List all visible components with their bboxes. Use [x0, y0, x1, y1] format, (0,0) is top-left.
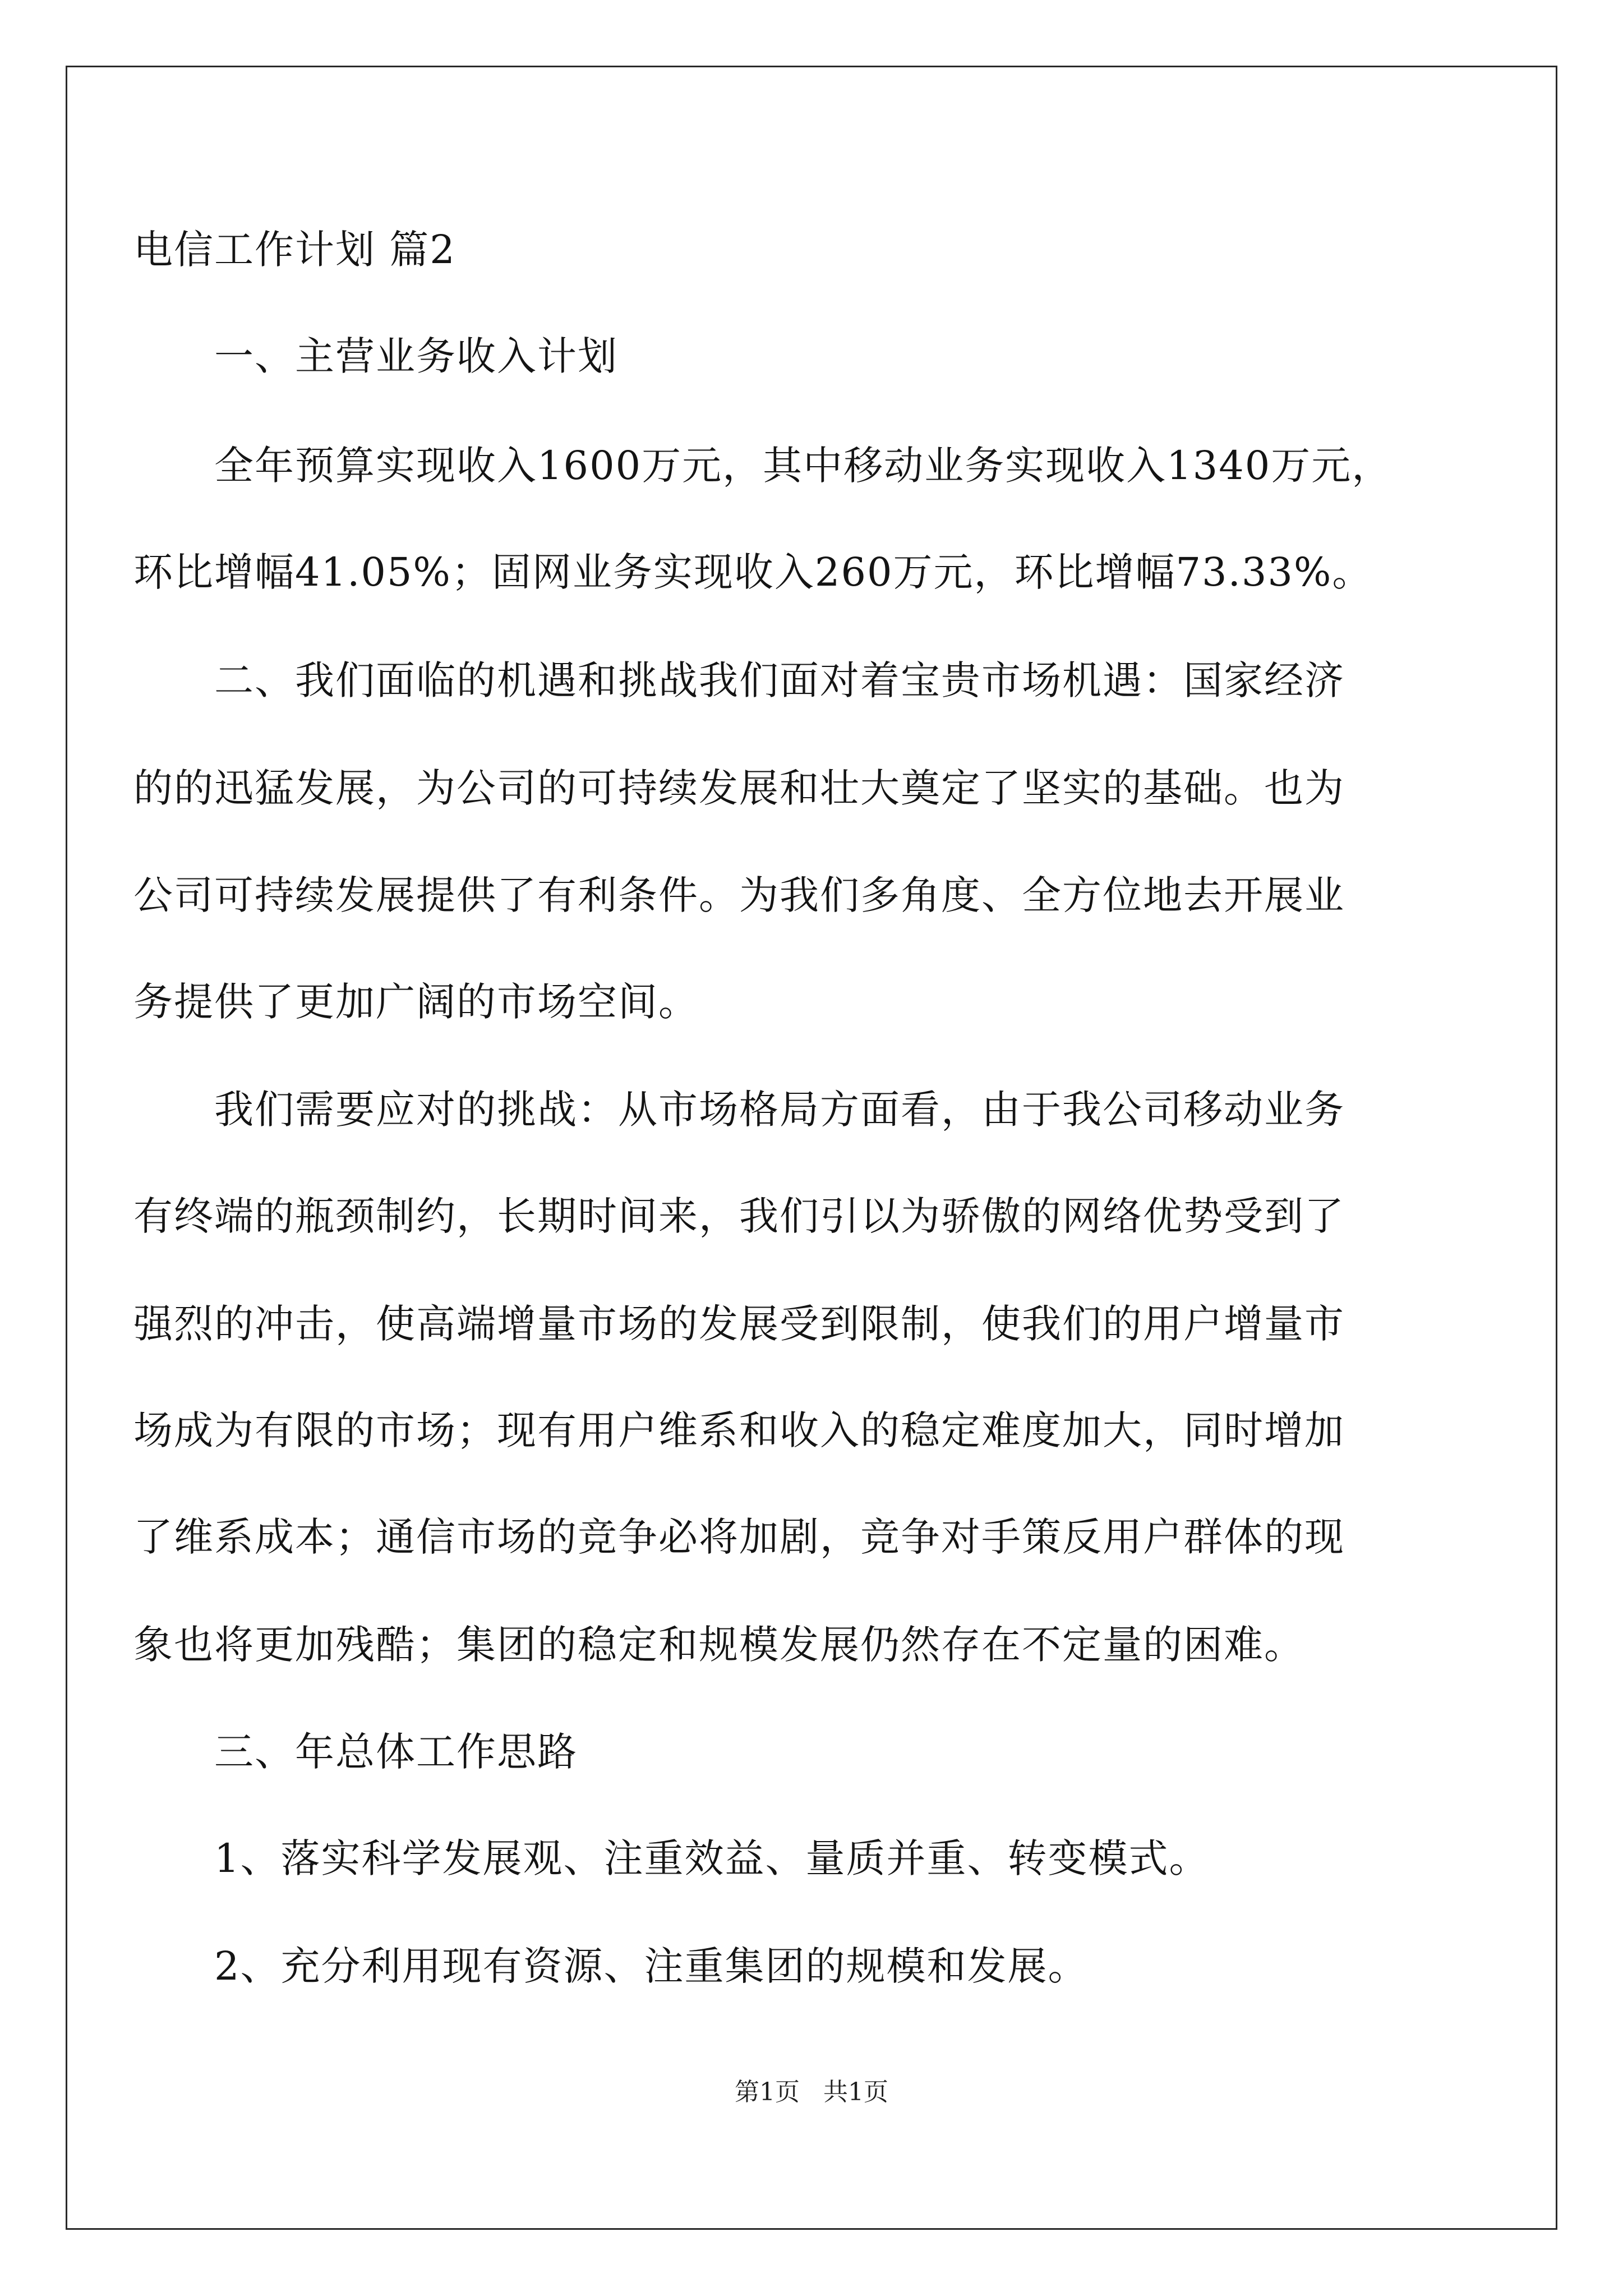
paragraph-line: 公司可持续发展提供了有利条件。为我们多角度、全方位地去开展业	[133, 872, 1345, 918]
paragraph-line: 了维系成本；通信市场的竞争必将加剧，竞争对手策反用户群体的现	[133, 1514, 1345, 1560]
paragraph-line: 强烈的冲击，使高端增量市场的发展受到限制，使我们的用户增量市	[133, 1301, 1345, 1347]
paragraph-line: 我们需要应对的挑战：从市场格局方面看，由于我公司移动业务	[214, 1087, 1345, 1133]
paragraph-line: 象也将更加残酷；集团的稳定和规模发展仍然存在不定量的困难。	[133, 1622, 1304, 1668]
paragraph-line: 二、我们面临的机遇和挑战我们面对着宝贵市场机遇：国家经济	[214, 657, 1345, 703]
page-number-footer: 第1页 共1页	[735, 2078, 888, 2106]
paragraph-line: 有终端的瓶颈制约，长期时间来，我们引以为骄傲的网络优势受到了	[133, 1193, 1345, 1239]
paragraph-line: 环比增幅41.05%；固网业务实现收入260万元，环比增幅73.33%。	[133, 549, 1373, 595]
list-item: 2、充分利用现有资源、注重集团的规模和发展。	[214, 1943, 1089, 1989]
paragraph-line: 场成为有限的市场；现有用户维系和收入的稳定难度加大，同时增加	[133, 1407, 1345, 1453]
paragraph-line: 全年预算实现收入1600万元，其中移动业务实现收入1340万元，	[214, 443, 1393, 489]
section-heading-3: 三、年总体工作思路	[214, 1729, 578, 1775]
paragraph-line: 的的迅猛发展，为公司的可持续发展和壮大奠定了坚实的基础。也为	[133, 765, 1345, 811]
section-heading-1: 一、主营业务收入计划	[214, 333, 618, 379]
list-item: 1、落实科学发展观、注重效益、量质并重、转变模式。	[214, 1835, 1210, 1881]
document-title: 电信工作计划 篇2	[133, 227, 456, 273]
paragraph-line: 务提供了更加广阔的市场空间。	[133, 979, 699, 1025]
